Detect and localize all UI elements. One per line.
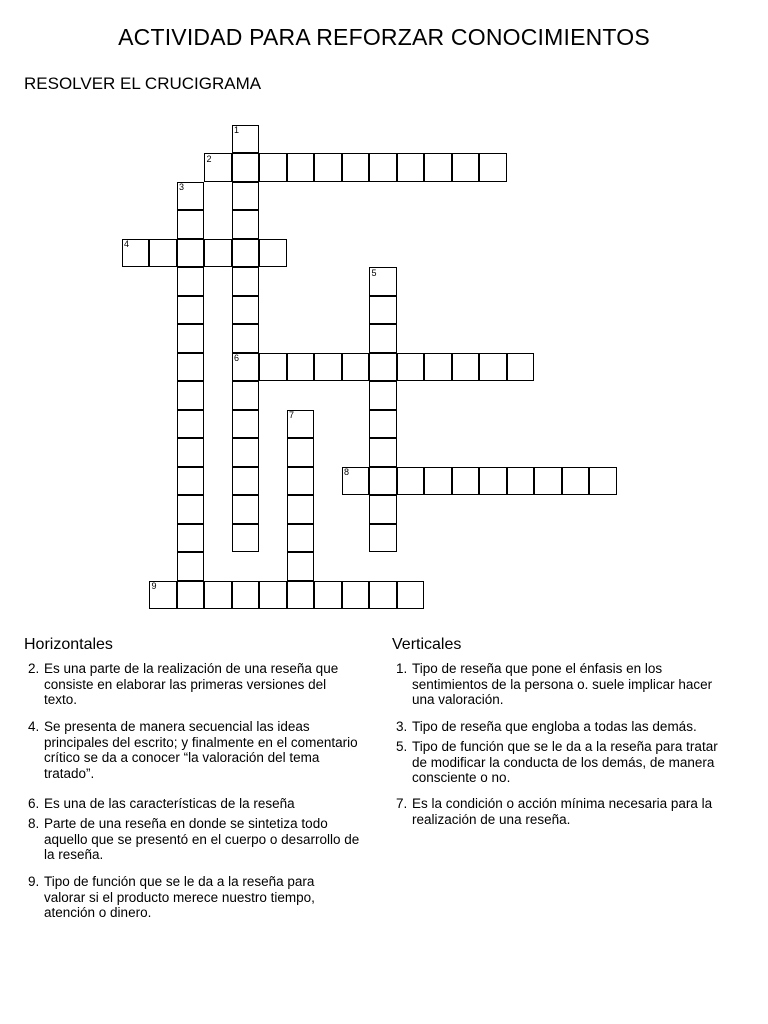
clue-down-7 xyxy=(396,796,736,827)
crossword-cell[interactable] xyxy=(177,438,205,467)
clue-number: 4. xyxy=(28,719,40,734)
crossword-cell[interactable] xyxy=(314,153,342,182)
crossword-cell[interactable] xyxy=(342,153,370,182)
horizontales-heading: Horizontales xyxy=(24,636,113,653)
crossword-cell[interactable] xyxy=(479,467,507,496)
crossword-cell[interactable] xyxy=(232,495,260,524)
clue-down-3 xyxy=(396,719,736,735)
verticales-heading: Verticales xyxy=(392,636,462,653)
crossword-cell[interactable] xyxy=(479,353,507,382)
crossword-cell[interactable] xyxy=(287,467,315,496)
crossword-cell[interactable] xyxy=(232,467,260,496)
crossword-cell[interactable] xyxy=(232,524,260,553)
crossword-cell[interactable] xyxy=(287,438,315,467)
clue-number: 6. xyxy=(28,796,40,811)
clue-across-4 xyxy=(28,719,373,781)
clue-number: 3. xyxy=(396,719,408,734)
crossword-cell[interactable] xyxy=(232,381,260,410)
page-title: ACTIVIDAD PARA REFORZAR CONOCIMIENTOS xyxy=(118,24,650,50)
crossword-cell[interactable] xyxy=(369,467,397,496)
clue-text: Se presenta de manera secuencial las ideas principales del escrito; y finalmente en el comentario crítico se da a conocer “la valoración del tema tratado”. xyxy=(44,719,358,781)
crossword-cell[interactable] xyxy=(177,381,205,410)
crossword-cell[interactable] xyxy=(424,467,452,496)
crossword-cell[interactable] xyxy=(204,239,232,268)
crossword-cell[interactable] xyxy=(287,353,315,382)
crossword-cell[interactable] xyxy=(177,296,205,325)
crossword-cell[interactable] xyxy=(177,353,205,382)
clue-number: 8. xyxy=(28,816,40,831)
crossword-cell[interactable] xyxy=(232,296,260,325)
clue-number-label: 9 xyxy=(151,581,157,591)
clue-text: Parte de una reseña en donde se sintetiza todo aquello que se presentó en el cuerpo o desarrollo de la reseña. xyxy=(44,816,360,862)
crossword-cell[interactable] xyxy=(177,267,205,296)
crossword-cell[interactable] xyxy=(369,438,397,467)
crossword-cell[interactable] xyxy=(369,495,397,524)
crossword-cell[interactable] xyxy=(369,353,397,382)
crossword-cell[interactable] xyxy=(232,210,260,239)
crossword-cell[interactable] xyxy=(287,524,315,553)
crossword-cell[interactable] xyxy=(177,210,205,239)
crossword-cell[interactable] xyxy=(232,324,260,353)
crossword-cell[interactable] xyxy=(369,296,397,325)
crossword-cell[interactable] xyxy=(287,581,315,610)
clue-down-5 xyxy=(396,739,736,786)
crossword-cell[interactable] xyxy=(177,239,205,268)
crossword-cell[interactable] xyxy=(369,524,397,553)
clue-text: Tipo de reseña que engloba a todas las demás. xyxy=(412,719,697,734)
clue-text: Tipo de función que se le da a la reseña para valorar si el producto merece nuestro tiempo, atención o dinero. xyxy=(44,874,315,920)
crossword-cell[interactable] xyxy=(314,581,342,610)
clue-text: Tipo de función que se le da a la reseña para tratar de modificar la conducta de los demás, de manera consciente o no. xyxy=(412,739,718,785)
crossword-cell[interactable] xyxy=(177,524,205,553)
crossword-cell[interactable] xyxy=(177,552,205,581)
crossword-cell[interactable] xyxy=(562,467,590,496)
crossword-cell[interactable] xyxy=(287,495,315,524)
crossword-cell[interactable] xyxy=(204,581,232,610)
crossword-cell[interactable] xyxy=(232,182,260,211)
crossword-cell[interactable] xyxy=(507,467,535,496)
instructions: RESOLVER EL CRUCIGRAMA xyxy=(24,74,262,93)
crossword-cell[interactable] xyxy=(397,581,425,610)
clue-number-label: 8 xyxy=(344,467,350,477)
crossword-cell[interactable] xyxy=(369,410,397,439)
clue-text: Es una parte de la realización de una reseña que consiste en elaborar las primeras versiones del texto. xyxy=(44,661,339,707)
clue-number-label: 7 xyxy=(289,410,295,420)
crossword-cell[interactable] xyxy=(259,581,287,610)
crossword-cell[interactable] xyxy=(287,552,315,581)
crossword-cell[interactable] xyxy=(369,381,397,410)
clue-across-6 xyxy=(28,796,373,812)
clue-down-1 xyxy=(396,661,736,708)
crossword-cell[interactable] xyxy=(479,153,507,182)
clue-text: Es una de las características de la reseña xyxy=(44,796,295,811)
clue-number: 1. xyxy=(396,661,408,676)
crossword-cell[interactable] xyxy=(287,153,315,182)
crossword-cell[interactable] xyxy=(534,467,562,496)
clue-number-label: 3 xyxy=(179,182,185,192)
clue-number-label: 6 xyxy=(234,353,240,363)
crossword-cell[interactable] xyxy=(397,353,425,382)
clue-number: 9. xyxy=(28,874,40,889)
clue-number-label: 5 xyxy=(371,267,377,278)
crossword-cell[interactable] xyxy=(342,353,370,382)
crossword-cell[interactable] xyxy=(177,324,205,353)
crossword-cell[interactable] xyxy=(452,467,480,496)
clue-across-8 xyxy=(28,816,373,863)
crossword-cell[interactable] xyxy=(177,467,205,496)
crossword-cell[interactable] xyxy=(452,153,480,182)
clue-number-label: 4 xyxy=(124,239,130,249)
clue-number-label: 1 xyxy=(234,125,240,135)
crossword-cell[interactable] xyxy=(232,581,260,610)
crossword-cell[interactable] xyxy=(397,153,425,182)
clue-number: 2. xyxy=(28,661,40,676)
crossword-cell[interactable] xyxy=(232,239,260,268)
crossword-cell[interactable] xyxy=(369,153,397,182)
crossword-cell[interactable] xyxy=(149,239,177,268)
crossword-cell[interactable] xyxy=(397,467,425,496)
clue-text: Es la condición o acción mínima necesaria para la realización de una reseña. xyxy=(412,796,713,827)
crossword-cell[interactable] xyxy=(507,353,535,382)
crossword-cell[interactable] xyxy=(259,153,287,182)
crossword-cell[interactable] xyxy=(424,353,452,382)
crossword-cell[interactable] xyxy=(369,581,397,610)
crossword-cell[interactable] xyxy=(369,324,397,353)
clue-number: 5. xyxy=(396,739,408,754)
crossword-cell[interactable] xyxy=(177,581,205,610)
clue-text: Tipo de reseña que pone el énfasis en los sentimientos de la persona o. suele implicar hacer una valoración. xyxy=(412,661,713,707)
crossword-cell[interactable] xyxy=(259,353,287,382)
crossword-cell[interactable] xyxy=(589,467,617,496)
crossword-cell[interactable] xyxy=(232,438,260,467)
crossword-cell[interactable] xyxy=(177,495,205,524)
crossword-cell[interactable] xyxy=(342,581,370,610)
crossword-cell[interactable] xyxy=(314,353,342,382)
crossword-cell[interactable] xyxy=(232,410,260,439)
crossword-cell[interactable] xyxy=(259,239,287,268)
crossword-cell[interactable] xyxy=(177,410,205,439)
clue-number-label: 2 xyxy=(206,153,212,164)
crossword-cell[interactable] xyxy=(452,353,480,382)
clue-across-2 xyxy=(28,661,373,708)
clue-number: 7. xyxy=(396,796,408,811)
crossword-cell[interactable] xyxy=(232,267,260,296)
clue-across-9 xyxy=(28,874,373,921)
crossword-cell[interactable] xyxy=(424,153,452,182)
crossword-cell[interactable] xyxy=(232,153,260,182)
